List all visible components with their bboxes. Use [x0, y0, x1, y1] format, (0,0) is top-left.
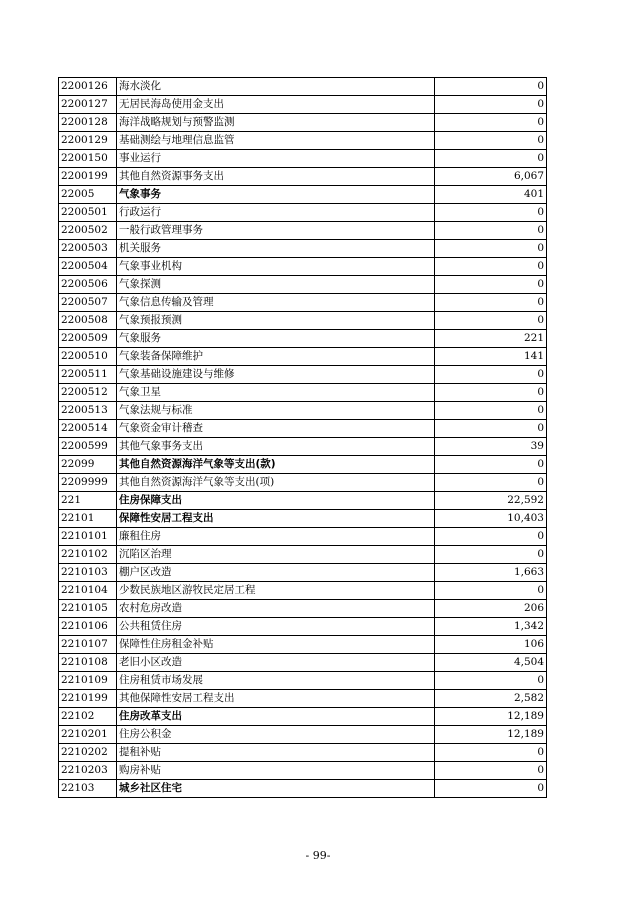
row-code: 22101: [59, 510, 117, 528]
row-amount: 0: [435, 402, 547, 420]
table-row: [59, 762, 547, 780]
row-code: 2200510: [59, 348, 117, 366]
table-row: [59, 168, 547, 186]
row-code: 2210109: [59, 672, 117, 690]
row-code: 2200199: [59, 168, 117, 186]
row-amount: 4,504: [435, 654, 547, 672]
table-row: [59, 330, 547, 348]
row-code: 2210108: [59, 654, 117, 672]
row-amount: 22,592: [435, 492, 547, 510]
table-row: [59, 222, 547, 240]
row-code: 2200150: [59, 150, 117, 168]
row-amount: 6,067: [435, 168, 547, 186]
row-name: 一般行政管理事务: [117, 222, 435, 240]
row-name: 气象事务: [117, 186, 435, 204]
row-amount: 0: [435, 546, 547, 564]
row-name: 气象事业机构: [117, 258, 435, 276]
table-row: [59, 456, 547, 474]
row-name: 其他自然资源海洋气象等支出(款): [117, 456, 435, 474]
table-row: [59, 672, 547, 690]
table-row: [59, 546, 547, 564]
row-code: 2200506: [59, 276, 117, 294]
row-amount: 0: [435, 780, 547, 798]
row-name: 气象信息传输及管理: [117, 294, 435, 312]
table-row: [59, 528, 547, 546]
table-row: [59, 114, 547, 132]
row-name: 气象基础设施建设与维修: [117, 366, 435, 384]
row-amount: 1,663: [435, 564, 547, 582]
row-code: 2200501: [59, 204, 117, 222]
table-row: [59, 366, 547, 384]
page-number: - 99-: [305, 849, 331, 862]
row-name: 其他自然资源事务支出: [117, 168, 435, 186]
row-name: 海水淡化: [117, 78, 435, 96]
row-amount: 0: [435, 384, 547, 402]
table-row: [59, 474, 547, 492]
row-name: 住房保障支出: [117, 492, 435, 510]
table-row: [59, 348, 547, 366]
row-amount: 1,342: [435, 618, 547, 636]
table-row: [59, 240, 547, 258]
row-amount: 0: [435, 96, 547, 114]
row-code: 2200503: [59, 240, 117, 258]
row-amount: 0: [435, 276, 547, 294]
row-name: 住房租赁市场发展: [117, 672, 435, 690]
row-name: 气象资金审计稽查: [117, 420, 435, 438]
row-name: 少数民族地区游牧民定居工程: [117, 582, 435, 600]
row-code: 22103: [59, 780, 117, 798]
row-code: 2210106: [59, 618, 117, 636]
table-row: [59, 186, 547, 204]
row-name: 气象装备保障维护: [117, 348, 435, 366]
table-row: [59, 438, 547, 456]
row-code: 2210107: [59, 636, 117, 654]
row-code: 2200129: [59, 132, 117, 150]
row-name: 其他气象事务支出: [117, 438, 435, 456]
row-name: 其他自然资源海洋气象等支出(项): [117, 474, 435, 492]
table-row: [59, 150, 547, 168]
table-row: [59, 258, 547, 276]
row-name: 住房改革支出: [117, 708, 435, 726]
row-amount: 0: [435, 762, 547, 780]
row-amount: 0: [435, 222, 547, 240]
row-amount: 2,582: [435, 690, 547, 708]
row-amount: 12,189: [435, 726, 547, 744]
table-row: [59, 96, 547, 114]
row-code: 2209999: [59, 474, 117, 492]
row-code: 2200512: [59, 384, 117, 402]
row-amount: 221: [435, 330, 547, 348]
row-code: 2210201: [59, 726, 117, 744]
row-name: 行政运行: [117, 204, 435, 222]
budget-table: [58, 77, 547, 798]
row-amount: 0: [435, 132, 547, 150]
row-amount: 0: [435, 528, 547, 546]
row-code: 2210105: [59, 600, 117, 618]
row-code: 2200513: [59, 402, 117, 420]
row-code: 2200514: [59, 420, 117, 438]
row-name: 老旧小区改造: [117, 654, 435, 672]
table-body: [59, 78, 547, 798]
row-name: 气象服务: [117, 330, 435, 348]
table-row: [59, 492, 547, 510]
row-amount: 0: [435, 294, 547, 312]
table-row: [59, 654, 547, 672]
row-code: 2210203: [59, 762, 117, 780]
row-code: 221: [59, 492, 117, 510]
row-code: 2200507: [59, 294, 117, 312]
row-amount: 0: [435, 240, 547, 258]
row-name: 城乡社区住宅: [117, 780, 435, 798]
row-name: 购房补贴: [117, 762, 435, 780]
row-name: 海洋战略规划与预警监测: [117, 114, 435, 132]
row-code: 2210104: [59, 582, 117, 600]
table-row: [59, 582, 547, 600]
row-name: 气象预报预测: [117, 312, 435, 330]
row-name: 住房公积金: [117, 726, 435, 744]
row-name: 气象卫星: [117, 384, 435, 402]
table-row: [59, 132, 547, 150]
row-amount: 0: [435, 312, 547, 330]
table-row: [59, 780, 547, 798]
table-row: [59, 276, 547, 294]
row-code: 22099: [59, 456, 117, 474]
table-row: [59, 204, 547, 222]
row-code: 2200502: [59, 222, 117, 240]
row-code: 2200599: [59, 438, 117, 456]
row-name: 其他保障性安居工程支出: [117, 690, 435, 708]
row-name: 基础测绘与地理信息监管: [117, 132, 435, 150]
table-row: [59, 690, 547, 708]
row-amount: 0: [435, 456, 547, 474]
row-code: 2210199: [59, 690, 117, 708]
row-code: 22102: [59, 708, 117, 726]
table-row: [59, 420, 547, 438]
row-amount: 0: [435, 150, 547, 168]
row-name: 无居民海岛使用金支出: [117, 96, 435, 114]
row-code: 2210202: [59, 744, 117, 762]
row-code: 2200504: [59, 258, 117, 276]
row-name: 保障性住房租金补贴: [117, 636, 435, 654]
row-amount: 10,403: [435, 510, 547, 528]
table-row: [59, 600, 547, 618]
table-row: [59, 78, 547, 96]
row-name: 农村危房改造: [117, 600, 435, 618]
table-row: [59, 384, 547, 402]
row-code: 2200127: [59, 96, 117, 114]
row-amount: 106: [435, 636, 547, 654]
row-name: 事业运行: [117, 150, 435, 168]
row-name: 提租补贴: [117, 744, 435, 762]
row-amount: 401: [435, 186, 547, 204]
table-row: [59, 618, 547, 636]
row-amount: 0: [435, 204, 547, 222]
table-row: [59, 726, 547, 744]
table-row: [59, 294, 547, 312]
table-row: [59, 510, 547, 528]
table-row: [59, 564, 547, 582]
table-row: [59, 402, 547, 420]
row-name: 机关服务: [117, 240, 435, 258]
table-row: [59, 744, 547, 762]
row-code: 2200508: [59, 312, 117, 330]
row-name: 棚户区改造: [117, 564, 435, 582]
row-amount: 0: [435, 258, 547, 276]
row-amount: 0: [435, 744, 547, 762]
row-code: 2210101: [59, 528, 117, 546]
row-name: 廉租住房: [117, 528, 435, 546]
row-amount: 0: [435, 366, 547, 384]
row-amount: 206: [435, 600, 547, 618]
row-code: 2200128: [59, 114, 117, 132]
row-amount: 0: [435, 474, 547, 492]
row-code: 2200511: [59, 366, 117, 384]
table-row: [59, 636, 547, 654]
row-amount: 141: [435, 348, 547, 366]
table-row: [59, 708, 547, 726]
row-code: 2210102: [59, 546, 117, 564]
row-name: 保障性安居工程支出: [117, 510, 435, 528]
row-amount: 0: [435, 582, 547, 600]
row-amount: 0: [435, 672, 547, 690]
row-code: 2210103: [59, 564, 117, 582]
table-row: [59, 312, 547, 330]
row-amount: 0: [435, 114, 547, 132]
row-amount: 0: [435, 78, 547, 96]
row-code: 22005: [59, 186, 117, 204]
row-amount: 39: [435, 438, 547, 456]
row-name: 公共租赁住房: [117, 618, 435, 636]
row-name: 气象法规与标准: [117, 402, 435, 420]
row-amount: 12,189: [435, 708, 547, 726]
row-name: 气象探测: [117, 276, 435, 294]
row-code: 2200509: [59, 330, 117, 348]
row-name: 沉陷区治理: [117, 546, 435, 564]
row-amount: 0: [435, 420, 547, 438]
row-code: 2200126: [59, 78, 117, 96]
